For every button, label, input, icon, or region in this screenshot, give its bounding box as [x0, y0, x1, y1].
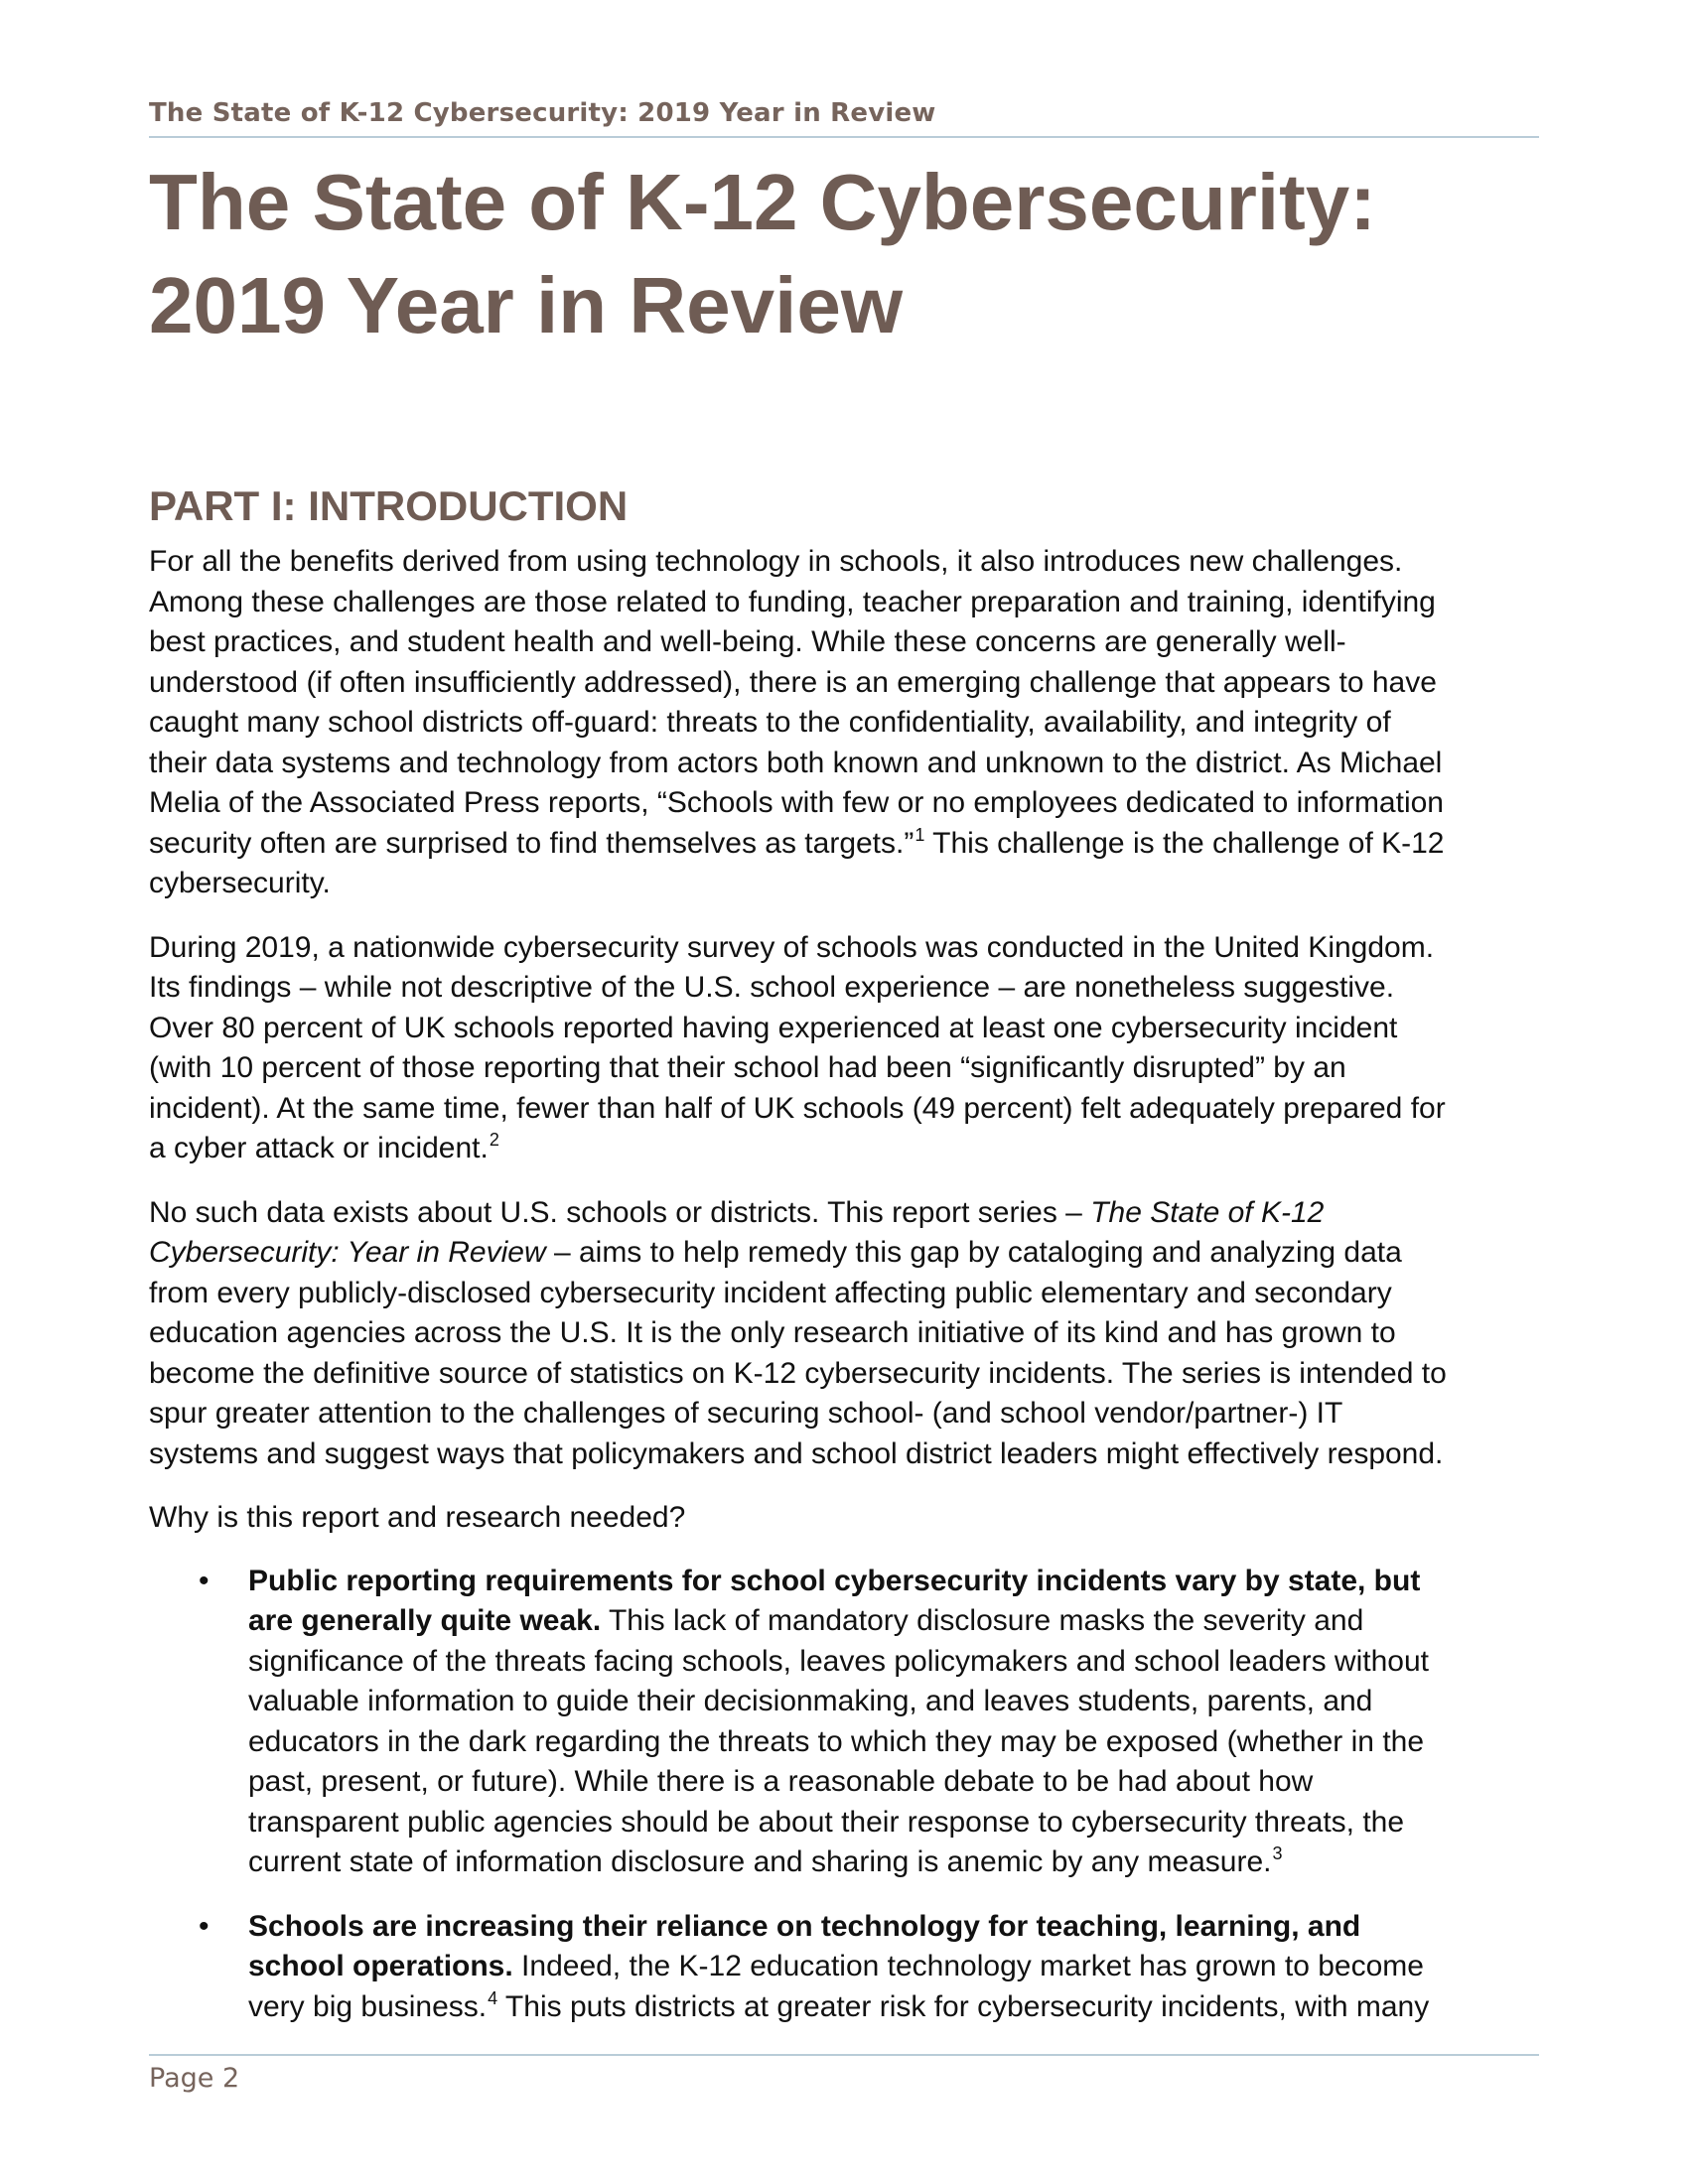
text-line: significance of the threats facing schools, leaves policymakers and school leaders without: [248, 1644, 1429, 1678]
text-line: [149, 1129, 1539, 1169]
text-line: spur greater attention to the challenges of securing school- (and school vendor/partner-) IT: [149, 1397, 1343, 1430]
bullet-icon: •: [199, 1564, 210, 1597]
footer-rule: [149, 2054, 1539, 2056]
text-segment: very big business.: [248, 1989, 488, 2023]
text-line: Why is this report and research needed?: [149, 1501, 686, 1534]
text-line: their data systems and technology from actors both known and unknown to the district. As Michael: [149, 746, 1443, 779]
reasons-list: [149, 1562, 1539, 2028]
text-line: past, present, or future). While there is a reasonable debate to be had about how: [248, 1765, 1314, 1798]
bold-lead: school operations.: [248, 1950, 513, 1982]
text-line: [248, 1601, 1539, 1642]
body-text: [149, 542, 1539, 2051]
text-line: Melia of the Associated Press reports, “Schools with few or no employees dedicated to information: [149, 786, 1444, 819]
text-line: best practices, and student health and well-being. While these concerns are generally well-: [149, 625, 1346, 658]
text-line: [149, 1233, 1539, 1274]
list-item: [149, 1907, 1539, 2028]
report-title-italic: The State of K-12: [1090, 1195, 1325, 1229]
text-segment: This lack of mandatory disclosure masks the severity and: [601, 1604, 1364, 1637]
text-line: Schools are increasing their reliance on technology for teaching, learning, and: [248, 1909, 1361, 1943]
text-line: During 2019, a nationwide cybersecurity survey of schools was conducted in the United Kingdom.: [149, 930, 1435, 964]
paragraph-question: [149, 1498, 1539, 1539]
title-line: The State of K-12 Cybersecurity:: [149, 158, 1376, 246]
paragraph-uk-survey: [149, 928, 1539, 1169]
text-line: (with 10 percent of those reporting that their school had been “significantly disrupted” by an: [149, 1051, 1346, 1084]
text-line: caught many school districts off-guard: threats to the confidentiality, availability, and integrity of: [149, 706, 1391, 739]
list-item: [149, 1562, 1539, 1883]
text-segment: This challenge is the challenge of K-12: [924, 826, 1445, 860]
paragraph-intro: [149, 542, 1539, 904]
text-segment: This puts districts at greater risk for cybersecurity incidents, with many: [497, 1989, 1430, 2023]
text-line: [248, 1843, 1539, 1883]
running-header: The State of K-12 Cybersecurity: 2019 Year in Review: [149, 98, 936, 128]
bold-lead: are generally quite weak.: [248, 1604, 602, 1637]
footnote-ref-1[interactable]: 1: [914, 824, 925, 845]
text-line: Among these challenges are those related to funding, teacher preparation and training, identifying: [149, 585, 1436, 618]
text-line: transparent public agencies should be about their response to cybersecurity threats, the: [248, 1805, 1405, 1839]
text-line: For all the benefits derived from using technology in schools, it also introduces new challenges.: [149, 545, 1403, 578]
section-heading: PART I: INTRODUCTION: [149, 482, 629, 529]
text-line: understood (if often insufficiently addressed), there is an emerging challenge that appears to have: [149, 665, 1437, 699]
text-line: [149, 824, 1539, 865]
text-line: become the definitive source of statistics on K-12 cybersecurity incidents. The series is intended to: [149, 1356, 1447, 1390]
text-line: Its findings – while not descriptive of the U.S. school experience – are nonetheless suggestive.: [149, 971, 1395, 1004]
text-line: [248, 1987, 1539, 2028]
text-line: systems and suggest ways that policymakers and school district leaders might effectively respond.: [149, 1436, 1444, 1470]
text-line: education agencies across the U.S. It is the only research initiative of its kind and has grown to: [149, 1316, 1396, 1349]
header-rule: [149, 136, 1539, 138]
footnote-ref-3[interactable]: 3: [1272, 1843, 1283, 1863]
text-line: educators in the dark regarding the threats to which they may be exposed (whether in the: [248, 1724, 1425, 1758]
text-segment: security often are surprised to find themselves as targets.”: [149, 826, 914, 860]
text-line: valuable information to guide their decisionmaking, and leaves students, parents, and: [248, 1685, 1373, 1717]
document-title: [149, 151, 1559, 357]
text-line: incident). At the same time, fewer than half of UK schools (49 percent) felt adequately prepared for: [149, 1091, 1446, 1125]
text-segment: current state of information disclosure and sharing is anemic by any measure.: [248, 1845, 1272, 1878]
footnote-ref-2[interactable]: 2: [489, 1130, 499, 1150]
report-title-italic: Cybersecurity: Year in Review: [149, 1236, 546, 1269]
text-line: cybersecurity.: [149, 867, 331, 899]
page-number: Page 2: [149, 2063, 240, 2094]
text-line: from every publicly-disclosed cybersecurity incident affecting public elementary and secondary: [149, 1276, 1392, 1309]
text-segment: Indeed, the K-12 education technology market has grown to become: [512, 1950, 1424, 1982]
text-line: Public reporting requirements for school cybersecurity incidents vary by state, but: [248, 1564, 1421, 1597]
text-line: [149, 1193, 1539, 1234]
title-line: 2019 Year in Review: [149, 261, 904, 349]
text-segment: – aims to help remedy this gap by cataloging and analyzing data: [545, 1236, 1402, 1269]
bullet-icon: •: [199, 1909, 210, 1943]
text-segment: a cyber attack or incident.: [149, 1132, 489, 1164]
text-segment: No such data exists about U.S. schools or districts. This report series –: [149, 1195, 1091, 1229]
text-line: Over 80 percent of UK schools reported having experienced at least one cybersecurity incident: [149, 1011, 1398, 1044]
footnote-ref-4[interactable]: 4: [488, 1987, 498, 2008]
text-line: [248, 1947, 1539, 1987]
paragraph-report-series: [149, 1193, 1539, 1475]
